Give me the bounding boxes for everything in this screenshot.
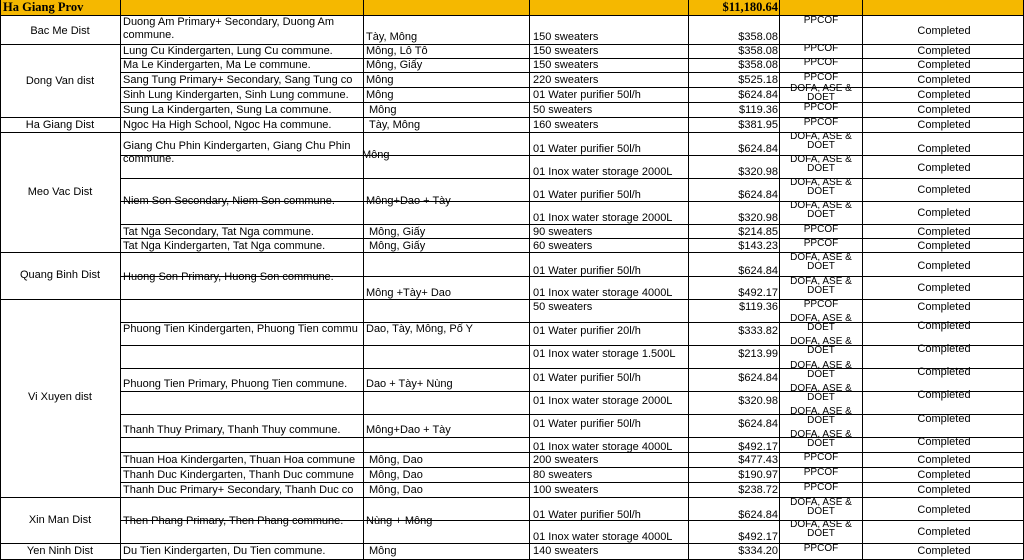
table-cell: Completed xyxy=(917,301,971,313)
table-cell: Phuong Tien Primary, Phuong Tien commune. xyxy=(123,378,348,390)
table-cell: Completed xyxy=(917,207,971,219)
table-cell: 01 Inox water storage 2000L xyxy=(533,395,673,407)
table-cell: 01 Water purifier 50l/h xyxy=(533,89,641,101)
table-cell: $624.84 xyxy=(738,265,778,277)
table-cell: Completed xyxy=(917,454,971,466)
table-cell: $119.36 xyxy=(739,104,778,116)
table-cell: Completed xyxy=(917,260,971,272)
table-cell: $525.18 xyxy=(738,74,778,86)
table-cell: DOFA, ASE & DOET xyxy=(790,253,852,272)
table-cell: Completed xyxy=(917,389,971,401)
grand-total: $11,180.64 xyxy=(722,0,778,14)
table-cell: Yen Ninh Dist xyxy=(26,545,94,557)
table-cell: 100 sweaters xyxy=(533,484,599,496)
table-cell: Mông, Dao xyxy=(369,484,423,496)
table-cell: $238.72 xyxy=(738,484,778,496)
table-cell: Ha Giang Dist xyxy=(25,119,95,131)
table-cell: 01 Water purifier 50l/h xyxy=(533,265,641,277)
table-cell: Vi Xuyen dist xyxy=(27,391,92,403)
table-cell: Dao + Tày+ Nùng xyxy=(366,378,453,390)
table-cell: Nùng + Mông xyxy=(366,515,433,527)
table-cell: 01 Inox water storage 2000L xyxy=(533,166,673,178)
table-cell: Bac Me Dist xyxy=(30,25,90,37)
grid-vertical-line xyxy=(688,0,689,560)
table-cell: $320.98 xyxy=(738,166,778,178)
table-cell: Mông xyxy=(369,545,397,557)
table-cell: Completed xyxy=(917,89,971,101)
table-cell: $624.84 xyxy=(738,509,778,521)
table-cell: $492.17 xyxy=(738,531,778,543)
table-cell: Du Tien Kindergarten, Du Tien commune. xyxy=(123,545,326,557)
table-cell: 200 sweaters xyxy=(533,454,599,466)
table-cell: Completed xyxy=(917,320,971,332)
table-cell: $190.97 xyxy=(738,469,778,481)
table-cell: $143.23 xyxy=(738,240,778,252)
table-cell: DOFA, ASE & DOET xyxy=(790,314,852,333)
table-cell: 01 Inox water storage 1.500L xyxy=(533,348,676,360)
table-cell: Lung Cu Kindergarten, Lung Cu commune. xyxy=(123,45,333,57)
table-cell: DOFA, ASE & DOET xyxy=(790,520,852,539)
table-cell: Completed xyxy=(917,25,971,37)
table-cell: $624.84 xyxy=(738,418,778,430)
table-cell: Mông+Dao + Tày xyxy=(366,195,451,207)
table-cell: 01 Water purifier 50l/h xyxy=(533,189,641,201)
table-cell: 150 sweaters xyxy=(533,59,599,71)
table-cell: PPCOF xyxy=(803,483,839,493)
grid-vertical-line xyxy=(779,0,780,560)
table-cell: Phuong Tien Kindergarten, Phuong Tien commu xyxy=(123,323,358,335)
table-cell: Mông+Dao + Tày xyxy=(366,424,451,436)
table-cell: Completed xyxy=(917,104,971,116)
table-cell: Tày, Mông xyxy=(366,31,418,43)
table-cell: DOFA, ASE & DOET xyxy=(790,84,852,102)
table-cell: Mông, Giấy xyxy=(369,226,426,238)
table-cell: 01 Inox water storage 4000L xyxy=(533,441,673,453)
table-cell: Then Phang Primary, Then Phang commune. xyxy=(123,515,344,527)
table-cell: 01 Inox water storage 2000L xyxy=(533,212,673,224)
table-cell: $214.85 xyxy=(738,226,778,238)
table-cell: $358.08 xyxy=(738,31,778,43)
table-cell: PPCOF xyxy=(803,239,839,249)
table-cell: Mông, Dao xyxy=(369,469,423,481)
table-cell: PPCOF xyxy=(803,225,839,235)
table-cell: DOFA, ASE & DOET xyxy=(790,277,852,296)
table-cell: Dong Van dist xyxy=(25,75,95,87)
table-cell: $213.99 xyxy=(738,348,778,360)
table-cell: Completed xyxy=(917,526,971,538)
table-cell: Completed xyxy=(917,45,971,57)
table-cell: $320.98 xyxy=(738,212,778,224)
table-cell: 01 Inox water storage 4000L xyxy=(533,287,673,299)
table-cell: DOFA, ASE & DOET xyxy=(790,384,852,403)
table-cell: Giang Chu Phin Kindergarten, Giang Chu Phin commune. xyxy=(123,140,351,165)
table-cell: Completed xyxy=(917,240,971,252)
table-cell: 220 sweaters xyxy=(533,74,599,86)
table-cell: PPCOF xyxy=(803,468,839,478)
table-cell: Mông, Dao xyxy=(369,454,423,466)
table-cell: Completed xyxy=(917,143,971,155)
table-cell: DOFA, ASE & DOET xyxy=(790,361,852,380)
table-cell: Mông, Giấy xyxy=(366,59,423,71)
grid-vertical-line xyxy=(363,0,364,560)
table-cell: Thanh Duc Kindergarten, Thanh Duc commune xyxy=(123,469,354,481)
table-cell: $492.17 xyxy=(738,287,778,299)
table-cell: 01 Water purifier 50l/h xyxy=(533,509,641,521)
table-cell: PPCOF xyxy=(803,118,839,128)
table-cell: 140 sweaters xyxy=(533,545,599,557)
grid-vertical-line xyxy=(120,0,121,560)
table-cell: PPCOF xyxy=(803,103,839,113)
table-cell: PPCOF xyxy=(803,73,839,83)
table-cell: Mông xyxy=(369,104,397,116)
table-cell: PPCOF xyxy=(803,58,839,68)
table-cell: $320.98 xyxy=(738,395,778,407)
table-cell: $358.08 xyxy=(738,59,778,71)
table-cell: PPCOF xyxy=(803,453,839,463)
table-cell: $119.36 xyxy=(739,301,778,313)
table-cell: Completed xyxy=(917,484,971,496)
grid-horizontal-line xyxy=(0,132,1024,133)
table-cell: 160 sweaters xyxy=(533,119,599,131)
table-cell: 150 sweaters xyxy=(533,31,599,43)
table-cell: 50 sweaters xyxy=(533,104,593,116)
table-cell: PPCOF xyxy=(803,300,839,310)
table-cell: Thanh Thuy Primary, Thanh Thuy commune. xyxy=(123,424,341,436)
table-cell: Sinh Lung Kindergarten, Sinh Lung commune. xyxy=(123,89,349,101)
table-cell: Thuan Hoa Kindergarten, Thuan Hoa commune xyxy=(123,454,356,466)
grid-horizontal-line xyxy=(0,497,1024,498)
table-cell: Completed xyxy=(917,436,971,448)
table-cell: Mông xyxy=(362,149,390,161)
table-cell: $333.82 xyxy=(738,325,778,337)
table-cell: Mông xyxy=(366,89,394,101)
table-cell: 01 Water purifier 50l/h xyxy=(533,143,641,155)
table-cell: Completed xyxy=(917,74,971,86)
table-cell: Mông xyxy=(366,74,394,86)
table-cell: 90 sweaters xyxy=(533,226,593,238)
table-cell: Niem Son Secondary, Niem Son commune. xyxy=(123,195,335,207)
grid-vertical-line xyxy=(862,0,863,560)
table-cell: Xin Man Dist xyxy=(28,514,92,526)
table-cell: $624.84 xyxy=(738,89,778,101)
table-cell: DOFA, ASE & DOET xyxy=(790,178,852,197)
table-cell: Completed xyxy=(917,545,971,557)
table-cell: DOFA, ASE & DOET xyxy=(790,201,852,220)
table-cell: PPCOF xyxy=(803,44,839,54)
table-cell: Thanh Duc Primary+ Secondary, Thanh Duc co xyxy=(123,484,354,496)
table-cell: 01 Inox water storage 4000L xyxy=(533,531,673,543)
table-cell: Completed xyxy=(917,226,971,238)
table-cell: 60 sweaters xyxy=(533,240,593,252)
table-cell: $358.08 xyxy=(738,45,778,57)
table-cell: Completed xyxy=(917,366,971,378)
table-cell: $381.95 xyxy=(738,119,778,131)
table-cell: PPCOF xyxy=(803,544,839,554)
table-cell: 50 sweaters xyxy=(533,301,593,313)
table-cell: Completed xyxy=(917,469,971,481)
table-cell: Completed xyxy=(917,343,971,355)
table-cell: DOFA, ASE & DOET xyxy=(790,337,852,356)
table-cell: DOFA, ASE & DOET xyxy=(790,430,852,449)
table-cell: Tat Nga Secondary, Tat Nga commune. xyxy=(123,226,314,238)
table-cell: 01 Water purifier 50l/h xyxy=(533,372,641,384)
grid-vertical-line xyxy=(529,0,530,560)
table-cell: $624.84 xyxy=(738,189,778,201)
table-cell: Ngoc Ha High School, Ngoc Ha commune. xyxy=(123,119,332,131)
table-cell: Dao, Tày, Mông, Pố Y xyxy=(366,323,474,335)
table-cell: $624.84 xyxy=(738,372,778,384)
table-cell: Duong Am Primary+ Secondary, Duong Am commune. xyxy=(123,16,335,41)
table-cell: 01 Water purifier 20l/h xyxy=(533,325,641,337)
table-cell: PPCOF xyxy=(803,16,839,26)
table-cell: 80 sweaters xyxy=(533,469,593,481)
table-cell: Completed xyxy=(917,184,971,196)
table-cell: Completed xyxy=(917,413,971,425)
table-cell: Completed xyxy=(917,162,971,174)
table-cell: Mông, Giấy xyxy=(369,240,426,252)
table-cell: $492.17 xyxy=(738,441,778,453)
table-cell: Huong Son Primary, Huong Son commune. xyxy=(123,271,334,283)
table-cell: Mông, Lô Tô xyxy=(366,45,428,57)
table-cell: $477.43 xyxy=(738,454,778,466)
table-cell: Sang Tung Primary+ Secondary, Sang Tung co xyxy=(123,74,353,86)
table-cell: Quang Binh Dist xyxy=(19,269,101,281)
table-cell: Meo Vac Dist xyxy=(27,186,93,198)
table-cell: DOFA, ASE & DOET xyxy=(790,155,852,174)
table-cell: DOFA, ASE & DOET xyxy=(790,132,852,151)
table-cell: 150 sweaters xyxy=(533,45,599,57)
table-cell: Completed xyxy=(917,59,971,71)
table-cell: Ma Le Kindergarten, Ma Le commune. xyxy=(123,59,311,71)
table-cell: DOFA, ASE & DOET xyxy=(790,407,852,426)
table-cell: Mông +Tày+ Dao xyxy=(366,287,451,299)
table-cell: Tat Nga Kindergarten, Tat Nga commune. xyxy=(123,240,326,252)
province-title: Ha Giang Prov xyxy=(3,0,84,14)
table-cell: Completed xyxy=(917,282,971,294)
table-cell: Completed xyxy=(917,504,971,516)
table-cell: Tày, Mông xyxy=(369,119,421,131)
table-cell: Completed xyxy=(917,119,971,131)
table-cell: DOFA, ASE & DOET xyxy=(790,498,852,517)
table-cell: $334.20 xyxy=(738,545,778,557)
table-cell: $624.84 xyxy=(738,143,778,155)
table-cell: Sung La Kindergarten, Sung La commune. xyxy=(123,104,332,116)
table-cell: 01 Water purifier 50l/h xyxy=(533,418,641,430)
